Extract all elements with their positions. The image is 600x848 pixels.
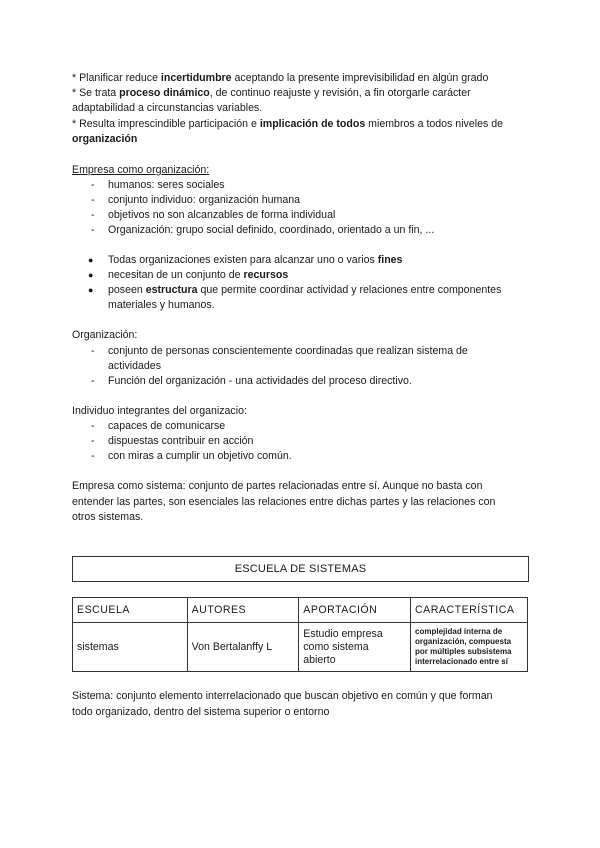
dash-marker: - <box>91 224 95 236</box>
table-header-cell: AUTORES <box>187 598 299 623</box>
dash-marker: - <box>91 435 95 447</box>
intro-line-2: * Se trata proceso dinámico, de continuo reajuste y revisión, a fin otorgarle carácter <box>72 87 471 99</box>
sistema-def-line: Sistema: conjunto elemento interrelacionado que buscan objetivo en común y que forman <box>72 690 493 702</box>
empresa-bullet: poseen estructura que permite coordinar actividad y relaciones entre componentes <box>108 284 502 296</box>
table-header-cell: APORTACIÓN <box>299 598 411 623</box>
table-row <box>73 623 528 672</box>
organizacion-heading: Organización: <box>72 329 138 341</box>
organizacion-item: Función del organización - una actividades del proceso directivo. <box>108 375 412 387</box>
empresa-bullet: necesitan de un conjunto de recursos <box>108 269 289 281</box>
table-cell-aportacion: Estudio empresa como sistema abierto <box>299 623 411 672</box>
sistema-def-line: todo organizado, dentro del sistema superior o entorno <box>72 706 330 718</box>
organizacion-item: conjunto de personas conscientemente coordinadas que realizan sistema de <box>108 345 468 357</box>
dash-marker: - <box>91 420 95 432</box>
table-cell-caracteristica: complejidad interna de organización, compuesta por múltiples subsistema interrelacionado entre sí <box>411 623 528 672</box>
escuela-title-box <box>72 556 529 582</box>
intro-line-1: * Planificar reduce incertidumbre aceptando la presente imprevisibilidad en algún grado <box>72 72 489 84</box>
individuo-heading: Individuo integrantes del organizacio: <box>72 405 247 417</box>
empresa-sistema-line: entender las partes, son esenciales las relaciones entre dichas partes y las relaciones con <box>72 496 496 508</box>
dash-marker: - <box>91 194 95 206</box>
organizacion-item-continued: actividades <box>108 360 161 372</box>
empresa-item: humanos: seres sociales <box>108 179 225 191</box>
bullet-marker: ● <box>88 285 94 295</box>
table-header-cell: ESCUELA <box>73 598 188 623</box>
individuo-item: dispuestas contribuir en acción <box>108 435 254 447</box>
table-cell-escuela: sistemas <box>73 623 188 672</box>
empresa-heading: Empresa como organización: <box>72 164 210 176</box>
individuo-item: capaces de comunicarse <box>108 420 226 432</box>
empresa-item: conjunto individuo: organización humana <box>108 194 300 206</box>
empresa-bullet-continued: materiales y humanos. <box>108 299 215 311</box>
empresa-sistema-line: otros sistemas. <box>72 511 144 523</box>
dash-marker: - <box>91 375 95 387</box>
bullet-marker: ● <box>88 270 94 280</box>
intro-line-4: * Resulta imprescindible participación e implicación de todos miembros a todos niveles de <box>72 118 504 130</box>
escuela-title: ESCUELA DE SISTEMAS <box>234 563 367 575</box>
intro-line-3: adaptabilidad a circunstancias variables. <box>72 102 263 114</box>
table-header-row <box>73 598 528 623</box>
dash-marker: - <box>91 345 95 357</box>
individuo-item: con miras a cumplir un objetivo común. <box>108 450 292 462</box>
intro-line-5: organización <box>72 133 138 145</box>
dash-marker: - <box>91 209 95 221</box>
empresa-sistema-line: Empresa como sistema: conjunto de partes relacionadas entre sí. Aunque no basta con <box>72 480 483 492</box>
bullet-marker: ● <box>88 255 94 265</box>
empresa-item: Organización: grupo social definido, coordinado, orientado a un fin, ... <box>108 224 435 236</box>
dash-marker: - <box>91 450 95 462</box>
empresa-bullet: Todas organizaciones existen para alcanzar uno o varios fines <box>108 254 403 266</box>
table-cell-autores: Von Bertalanffy L <box>187 623 299 672</box>
escuela-table <box>72 597 528 672</box>
dash-marker: - <box>91 179 95 191</box>
table-header-cell: CARACTERÍSTICA <box>411 598 528 623</box>
empresa-item: objetivos no son alcanzables de forma individual <box>108 209 336 221</box>
